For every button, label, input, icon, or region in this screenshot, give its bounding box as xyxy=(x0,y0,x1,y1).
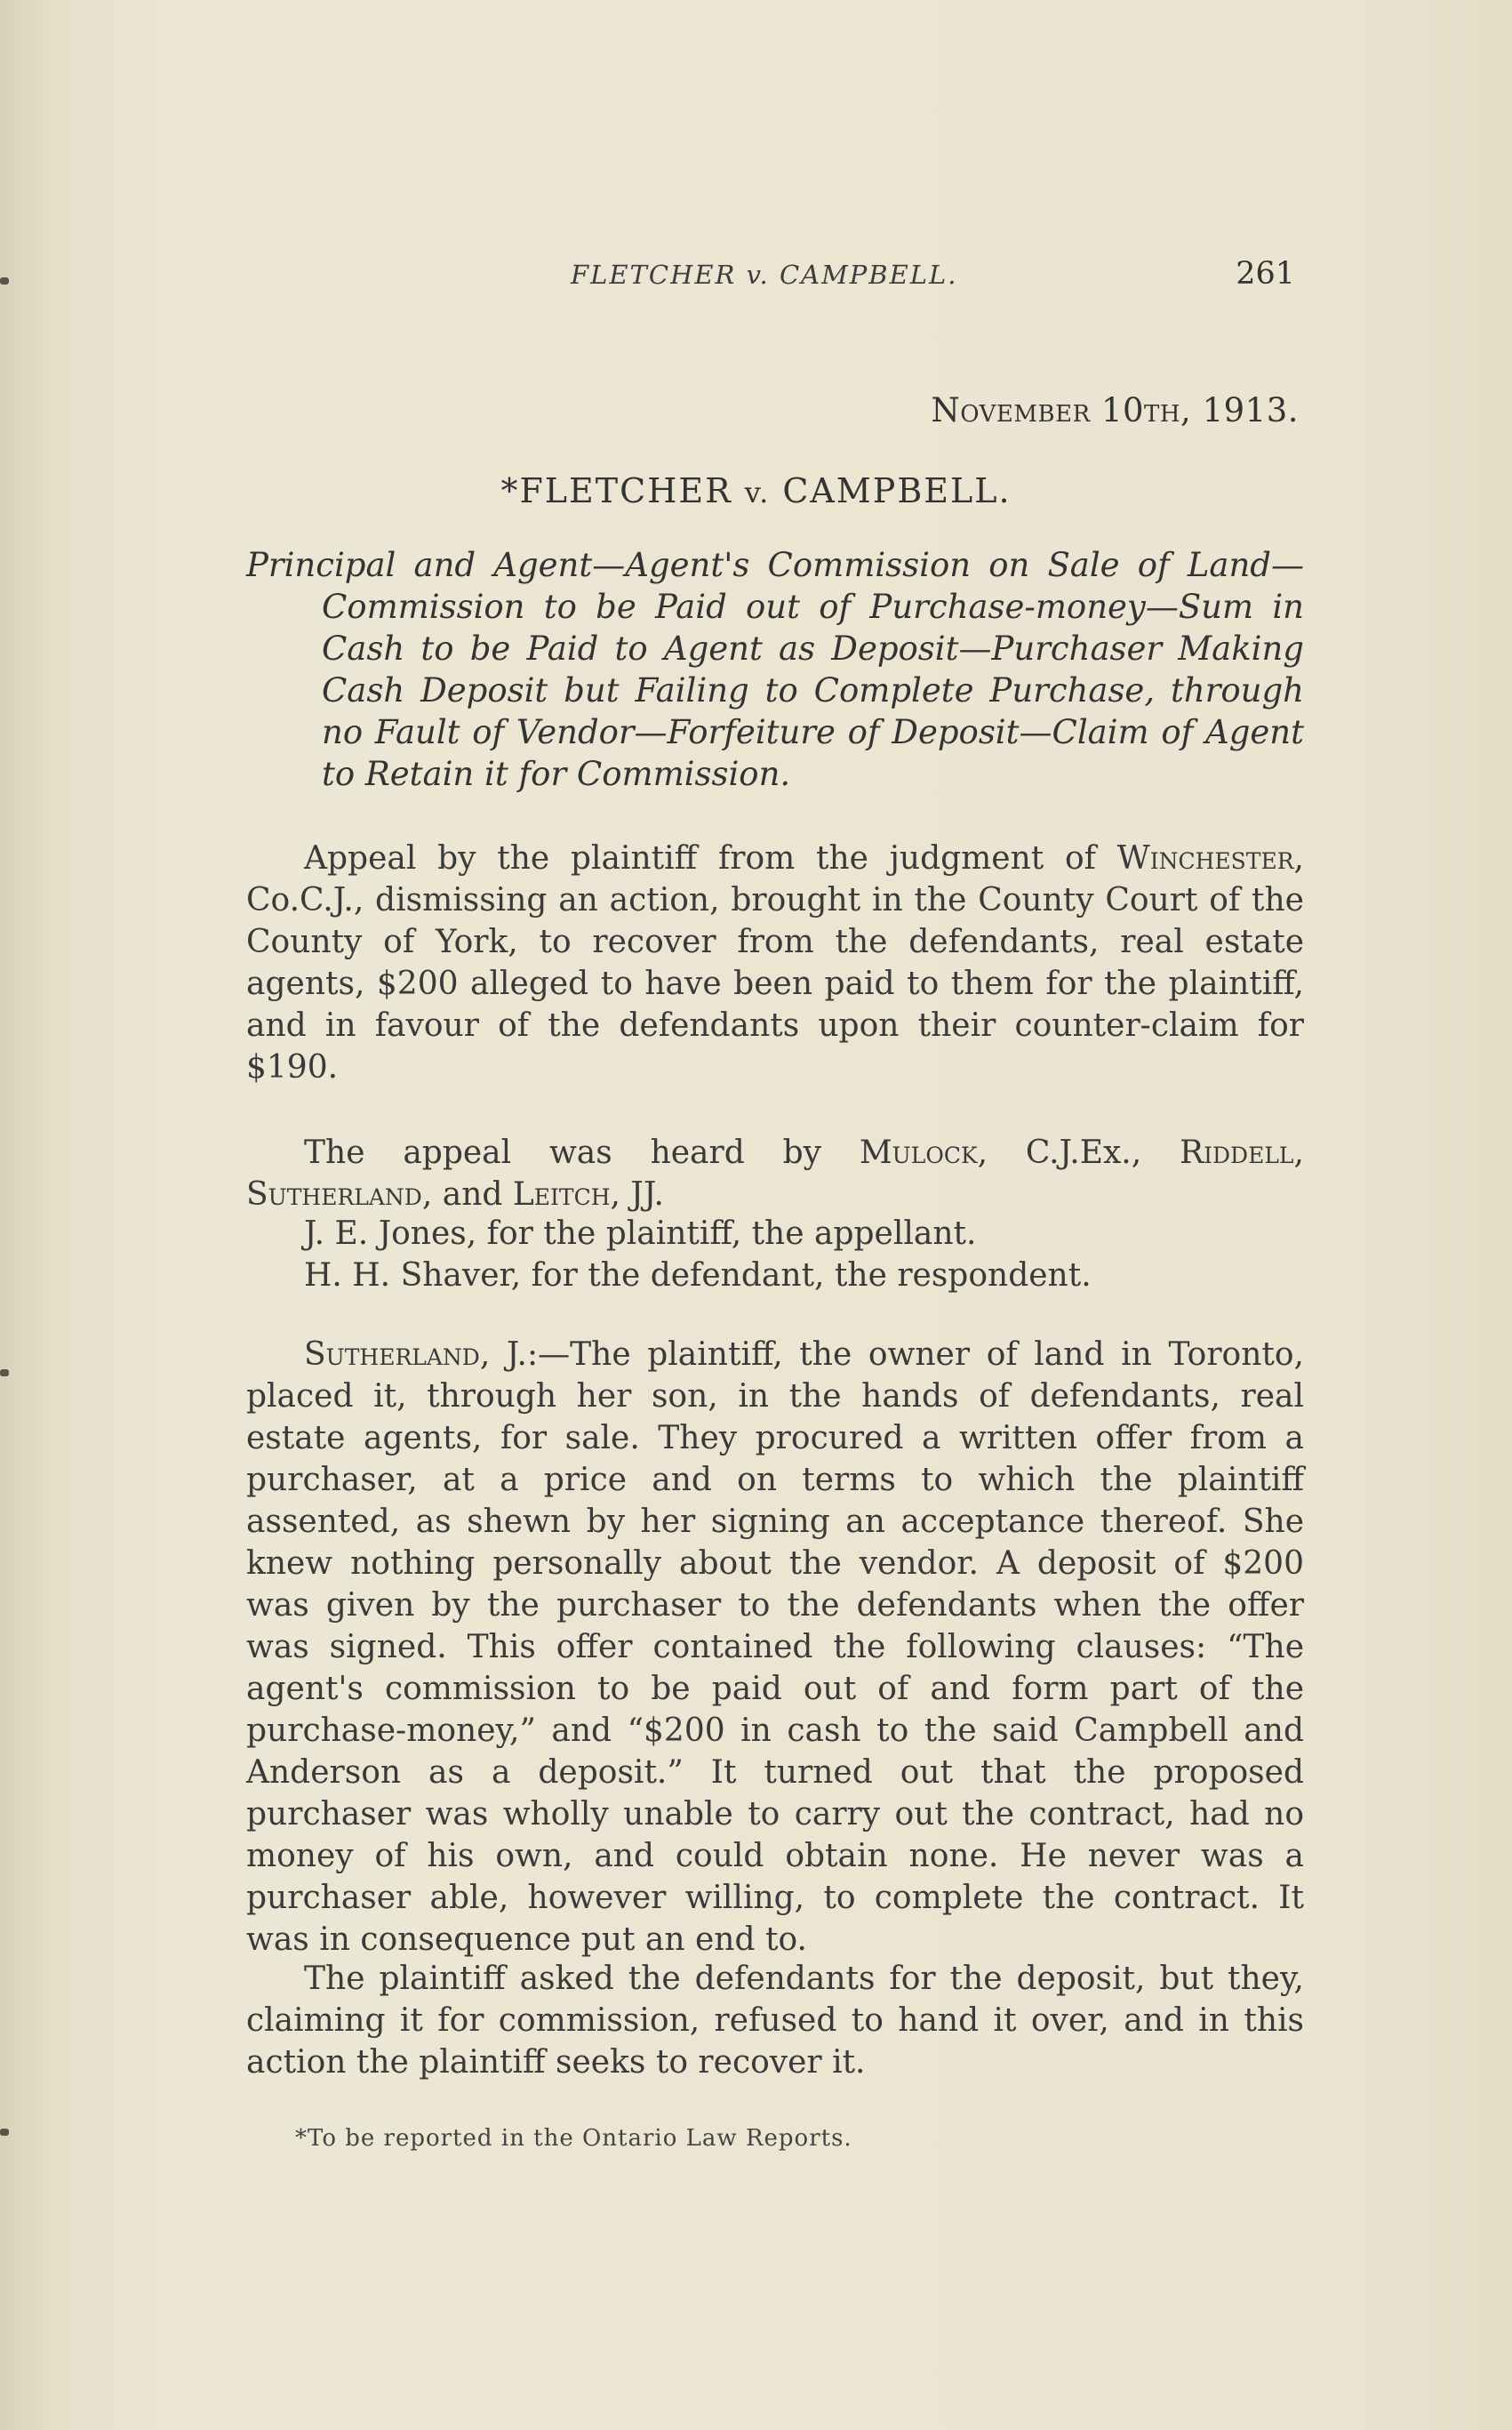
date-line: November 10th, 1913. xyxy=(931,391,1299,429)
appeal-paragraph xyxy=(246,838,1304,1088)
appeal-judge: Winchester xyxy=(1116,840,1294,877)
margin-mark xyxy=(0,277,9,285)
appeal-rest: , Co.C.J., dismissing an action, brought in the County Court of the County of York, to recover from the defendants, real estate agents, $200 alleged to have been paid to them for the plaintiff, and in favour of the defendants upon their counter-claim for $190. xyxy=(246,840,1304,1086)
judgment-paragraph xyxy=(246,1334,1304,1961)
headnote: Principal and Agent—Agent's Commission on Sale of Land—Commission to be Paid out of Purchase-money—Sum in Cash to be Paid to Agent as Deposit—Purchaser Making Cash Deposit but Failing to Complete Purchase, through no Fault of Vendor—Forfeiture of Deposit—Claim of Agent to Retain it for Commission. xyxy=(246,546,1304,793)
case-title-defendant: CAMPBELL. xyxy=(782,471,1012,510)
heard-judge-1: Mulock xyxy=(859,1135,978,1171)
judgment-second-paragraph: The plaintiff asked the defendants for the deposit, but they, claiming it for commission, refused to hand it over, and in this action the plaintiff seeks to recover it. xyxy=(246,1961,1304,2081)
heard-mid-1: , C.J.Ex., xyxy=(977,1135,1180,1171)
heard-judge-2: Riddell xyxy=(1180,1135,1294,1171)
heard-lead: The appeal was heard by xyxy=(304,1135,860,1171)
heard-judge-3: Sutherland xyxy=(246,1176,422,1213)
appeal-lead: Appeal by the plaintiff from the judgment of xyxy=(304,840,1117,877)
counsel-line: H. H. Shaver, for the defendant, the respondent. xyxy=(304,1257,1092,1294)
case-title-plaintiff: *FLETCHER xyxy=(500,471,732,510)
heard-paragraph xyxy=(246,1132,1304,1215)
heard-mid-3: , and xyxy=(421,1176,513,1213)
running-title: FLETCHER v. CAMPBELL. xyxy=(571,260,958,290)
counsel-line: J. E. Jones, for the plaintiff, the appellant. xyxy=(304,1215,977,1252)
page-number: 261 xyxy=(1236,256,1295,292)
heard-mid-2: , xyxy=(1293,1135,1304,1171)
margin-mark xyxy=(0,1369,9,1376)
judgment-judge: Sutherland xyxy=(304,1336,480,1373)
footnote: *To be reported in the Ontario Law Reports. xyxy=(295,2125,852,2152)
heard-end: , JJ. xyxy=(610,1176,664,1213)
margin-mark xyxy=(0,2129,9,2136)
case-title xyxy=(0,471,1512,510)
case-title-versus: v. xyxy=(744,476,771,509)
judgment-text: , J.:—The plaintiff, the owner of land in Toronto, placed it, through her son, in the hands of defendants, real estate agents, for sale. They procured a written offer from a purchaser, at a price and on terms to which the plaintiff assented, as shewn by her signing an acceptance thereof. She knew nothing personally about the vendor. A deposit of $200 was given by the purchaser to the defendants when the offer was signed. This offer contained the following clauses: “The agent's commission to be paid out of and form part of the purchase-money,” and “$200 in cash to the said Campbell and Anderson as a deposit.” It turned out that the proposed purchaser was wholly unable to carry out the contract, had no money of his own, and could obtain none. He never was a purchaser able, however willing, to complete the contract. It was in consequence put an end to. xyxy=(246,1336,1304,1958)
running-head xyxy=(246,256,1304,295)
heard-judge-4: Leitch xyxy=(512,1176,611,1213)
